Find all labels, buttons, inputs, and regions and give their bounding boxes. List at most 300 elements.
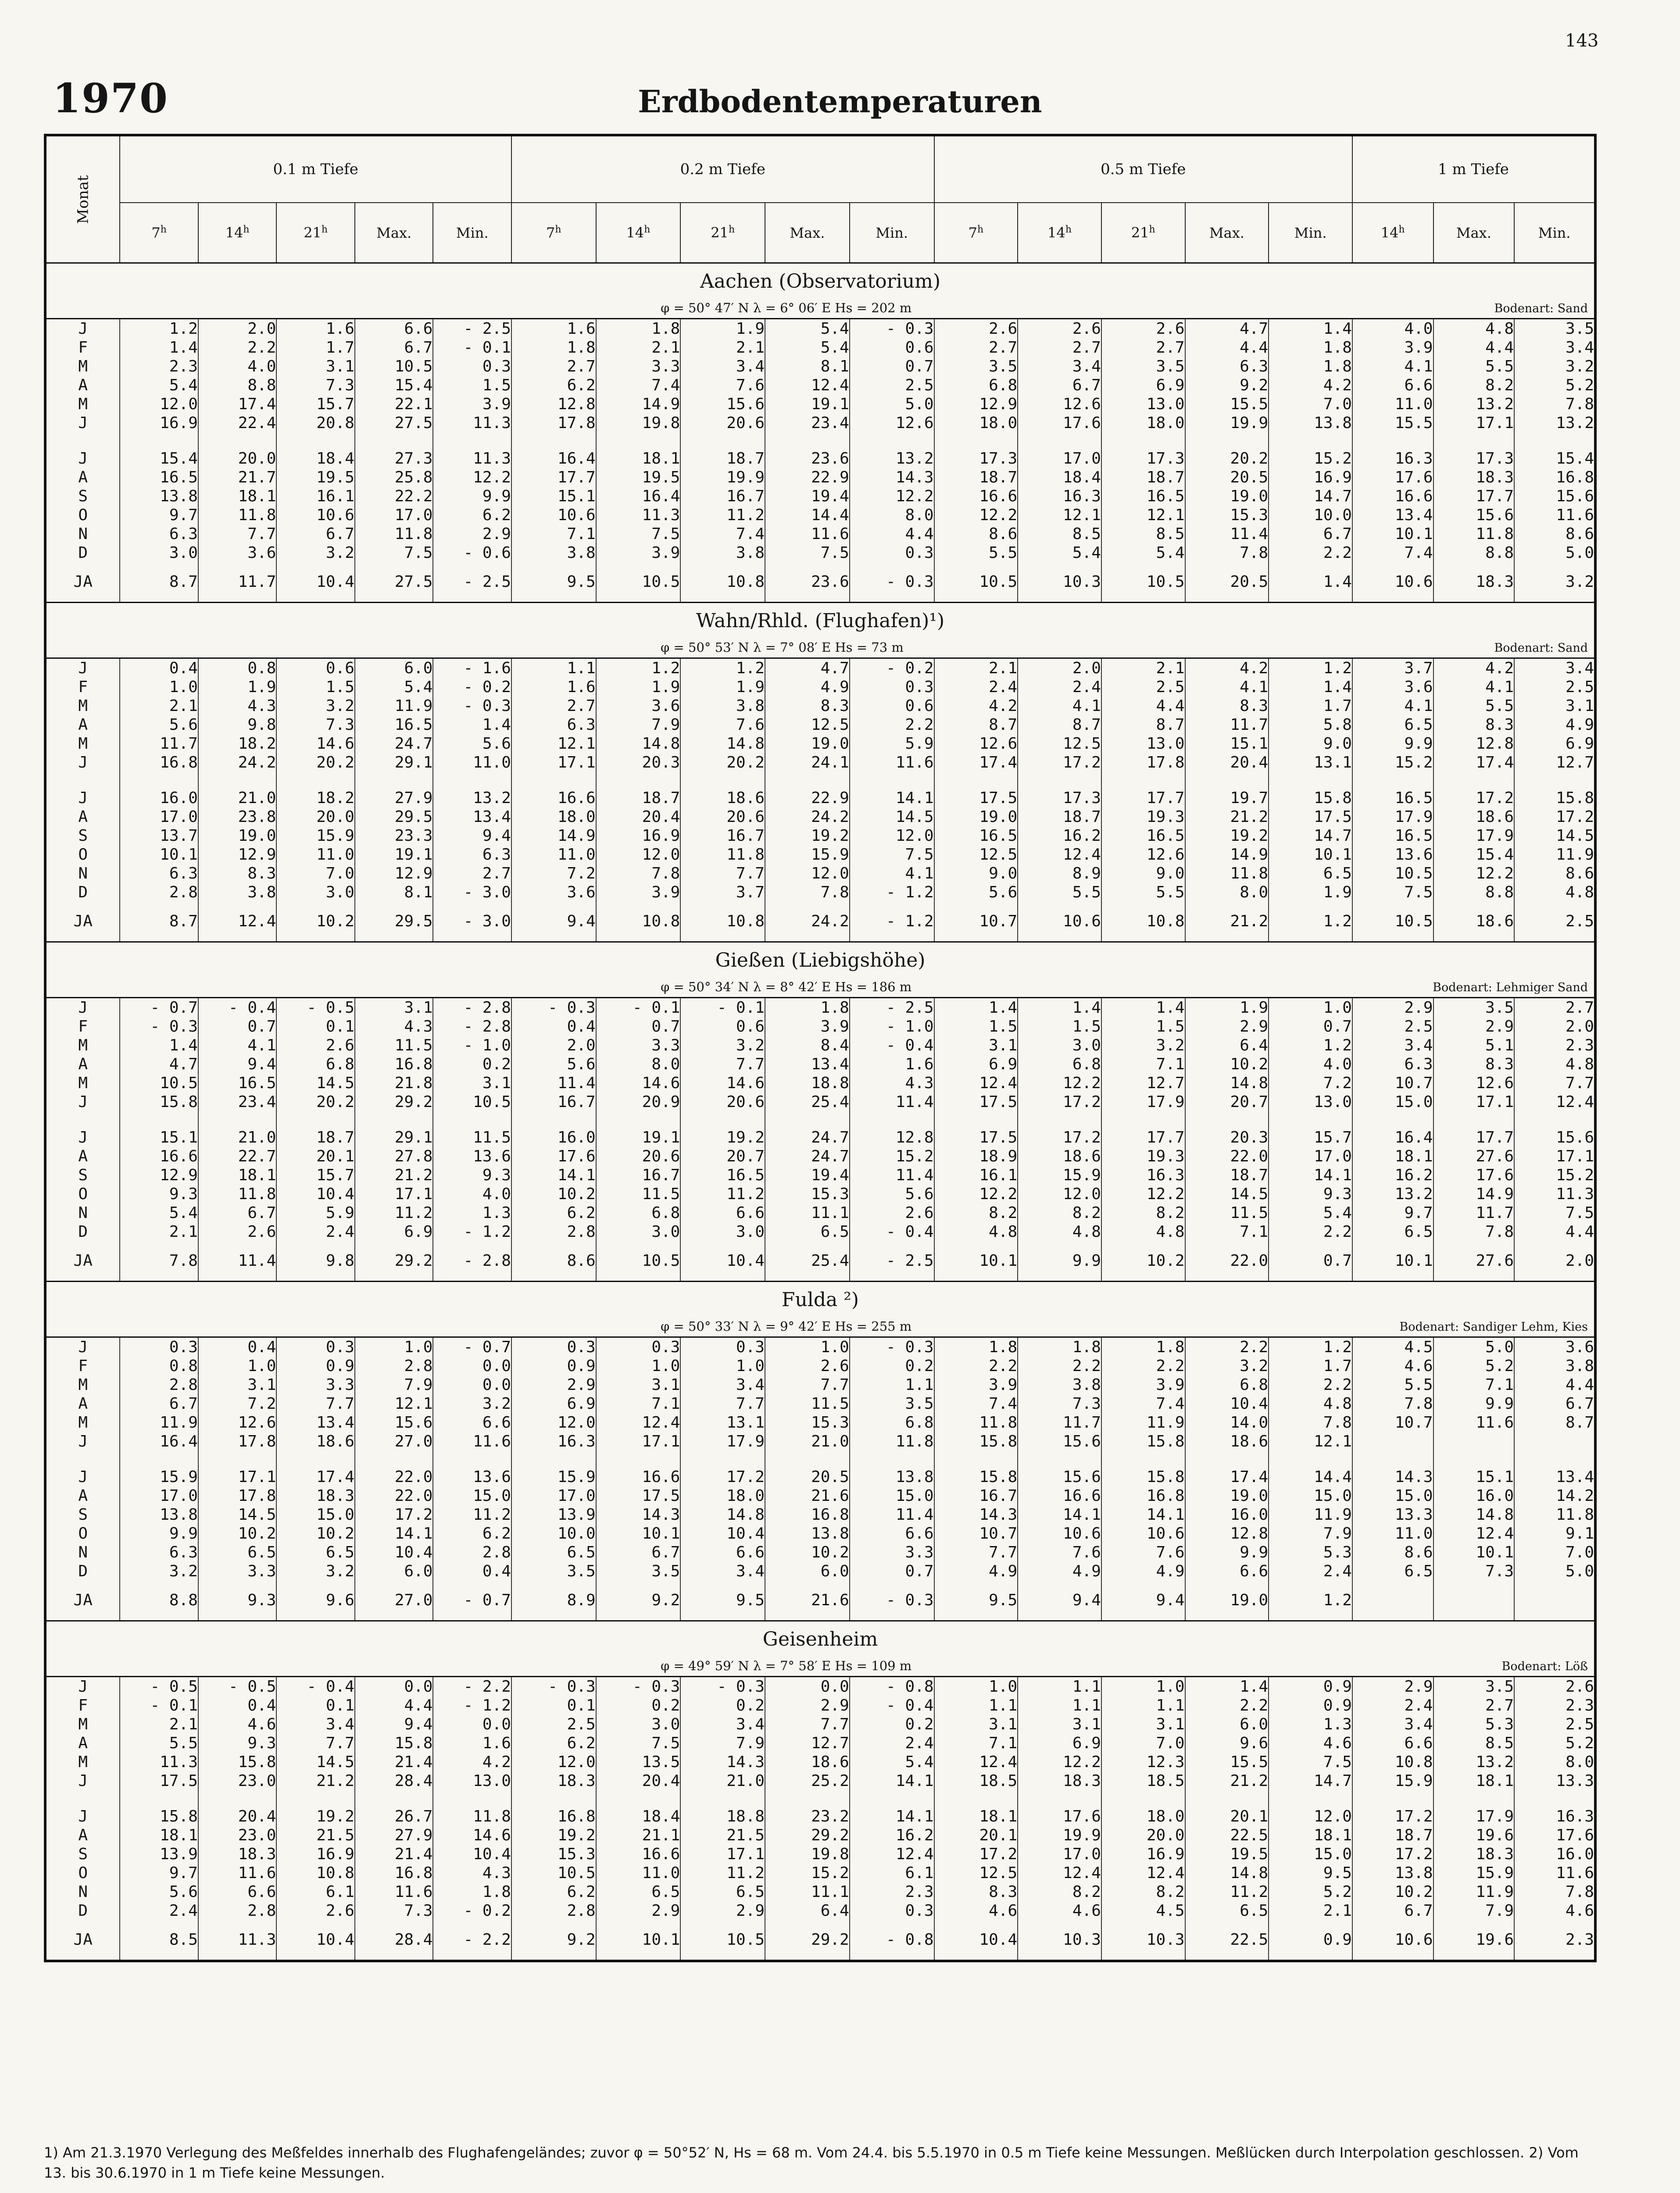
spacer-cell xyxy=(120,772,198,789)
annual-value: 28.4 xyxy=(355,1920,433,1961)
value-cell: - 0.3 xyxy=(120,1017,198,1036)
table-row xyxy=(45,1882,1595,1901)
table-row xyxy=(45,543,1595,562)
value-cell: 6.8 xyxy=(1018,1055,1101,1074)
value-cell: 14.4 xyxy=(765,506,850,525)
value-cell: 19.1 xyxy=(596,1128,681,1147)
value-cell: 7.5 xyxy=(1352,883,1433,902)
value-cell: 17.5 xyxy=(934,1093,1018,1111)
value-cell: 16.1 xyxy=(276,487,355,506)
annual-value: 29.5 xyxy=(355,902,433,942)
value-cell: - 0.4 xyxy=(850,1696,934,1715)
value-cell: 7.2 xyxy=(1269,1074,1352,1093)
value-cell: 7.5 xyxy=(850,845,934,864)
value-cell: 7.8 xyxy=(765,883,850,902)
month-cell: O xyxy=(45,1524,120,1543)
value-cell: 19.0 xyxy=(198,826,277,845)
spacer-cell xyxy=(680,772,765,789)
value-cell: 3.5 xyxy=(1101,357,1185,376)
value-cell: 15.6 xyxy=(1514,1128,1595,1147)
spacer-cell xyxy=(198,1111,277,1128)
value-cell: 8.7 xyxy=(934,715,1018,734)
value-cell: 25.2 xyxy=(765,1772,850,1790)
value-cell: 2.0 xyxy=(1514,1017,1595,1036)
value-cell: 3.8 xyxy=(1514,1357,1595,1375)
value-cell: 8.7 xyxy=(1018,715,1101,734)
value-cell: 19.0 xyxy=(934,807,1018,826)
value-cell: 4.7 xyxy=(1185,319,1269,339)
value-cell: 14.0 xyxy=(1185,1413,1269,1432)
value-cell: 22.7 xyxy=(198,1147,277,1166)
value-cell: 21.2 xyxy=(1185,807,1269,826)
value-cell: 7.5 xyxy=(596,525,681,543)
column-header: 21$^h$ xyxy=(1101,203,1185,263)
annual-value: 10.4 xyxy=(276,562,355,603)
table-row xyxy=(45,1677,1595,1697)
value-cell: 11.4 xyxy=(850,1505,934,1524)
spacer-cell xyxy=(1514,1790,1595,1807)
value-cell: 2.9 xyxy=(511,1375,596,1394)
annual-value xyxy=(1514,1581,1595,1621)
value-cell: 18.6 xyxy=(765,1753,850,1772)
value-cell: 3.5 xyxy=(850,1394,934,1413)
value-cell: 8.3 xyxy=(198,864,277,883)
value-cell: 9.2 xyxy=(1185,376,1269,395)
value-cell: 12.6 xyxy=(1018,395,1101,414)
value-cell: 21.0 xyxy=(680,1772,765,1790)
spacer-cell xyxy=(596,1111,681,1128)
value-cell: 27.9 xyxy=(355,789,433,807)
month-cell: J xyxy=(45,1337,120,1357)
month-cell: M xyxy=(45,1715,120,1734)
station-meta xyxy=(45,632,1595,658)
value-cell: 0.4 xyxy=(120,658,198,678)
value-cell: 3.3 xyxy=(596,357,681,376)
value-cell: 5.5 xyxy=(934,543,1018,562)
value-cell: 6.6 xyxy=(433,1413,511,1432)
table-body xyxy=(45,263,1595,1961)
annual-label: JA xyxy=(45,1920,120,1961)
spacer-cell xyxy=(934,1790,1018,1807)
value-cell: 19.9 xyxy=(1018,1826,1101,1845)
value-cell: 15.0 xyxy=(1269,1486,1352,1505)
value-cell: 4.8 xyxy=(1433,319,1515,339)
value-cell: 2.8 xyxy=(198,1901,277,1920)
value-cell: 12.0 xyxy=(1269,1807,1352,1826)
value-cell: - 0.1 xyxy=(596,998,681,1018)
table-row xyxy=(45,1468,1595,1486)
value-cell: 6.9 xyxy=(1101,376,1185,395)
value-cell: 29.1 xyxy=(355,753,433,772)
value-cell: 16.8 xyxy=(355,1864,433,1882)
value-cell: 2.6 xyxy=(934,319,1018,339)
value-cell: 16.0 xyxy=(120,789,198,807)
value-cell: 10.1 xyxy=(120,845,198,864)
spacer-row xyxy=(45,1111,1595,1128)
value-cell: 6.3 xyxy=(511,715,596,734)
value-cell: 16.3 xyxy=(1018,487,1101,506)
month-cell: F xyxy=(45,1696,120,1715)
value-cell: 3.8 xyxy=(511,543,596,562)
value-cell: 20.3 xyxy=(596,753,681,772)
value-cell: 11.8 xyxy=(1433,525,1515,543)
value-cell: 18.0 xyxy=(1101,414,1185,432)
value-cell: 16.3 xyxy=(1101,1166,1185,1185)
value-cell: 18.3 xyxy=(1433,468,1515,487)
spacer-row xyxy=(45,1790,1595,1807)
value-cell: 19.0 xyxy=(765,734,850,753)
value-cell: 4.6 xyxy=(1352,1357,1433,1375)
station-meta-row xyxy=(45,1311,1595,1337)
value-cell: 10.6 xyxy=(1018,1524,1101,1543)
value-cell: 15.9 xyxy=(1018,1166,1101,1185)
value-cell: 16.5 xyxy=(1101,826,1185,845)
value-cell: 16.4 xyxy=(120,1432,198,1451)
month-cell: F xyxy=(45,1357,120,1375)
value-cell: 18.9 xyxy=(934,1147,1018,1166)
value-cell: 16.6 xyxy=(1018,1486,1101,1505)
value-cell: 8.6 xyxy=(934,525,1018,543)
value-cell: 14.8 xyxy=(680,734,765,753)
table-row xyxy=(45,678,1595,696)
spacer-cell xyxy=(355,1790,433,1807)
spacer-cell xyxy=(355,1111,433,1128)
value-cell: 12.7 xyxy=(1514,753,1595,772)
value-cell: 12.1 xyxy=(511,734,596,753)
annual-value: - 2.2 xyxy=(433,1920,511,1961)
table-row xyxy=(45,789,1595,807)
annual-value: 11.4 xyxy=(198,1241,277,1282)
value-cell: 15.8 xyxy=(120,1807,198,1826)
value-cell: 20.6 xyxy=(596,1147,681,1166)
value-cell: 19.0 xyxy=(1185,487,1269,506)
value-cell: 11.7 xyxy=(1433,1204,1515,1222)
station-row xyxy=(45,1282,1595,1311)
annual-value: 10.6 xyxy=(1352,1920,1433,1961)
station-meta xyxy=(45,1311,1595,1337)
value-cell: 23.3 xyxy=(355,826,433,845)
value-cell: - 1.2 xyxy=(850,883,934,902)
value-cell: 10.2 xyxy=(1185,1055,1269,1074)
value-cell: 18.1 xyxy=(596,449,681,468)
value-cell: 18.7 xyxy=(1185,1166,1269,1185)
value-cell: 14.1 xyxy=(850,1772,934,1790)
column-header-row xyxy=(45,203,1595,263)
value-cell: 2.9 xyxy=(680,1901,765,1920)
value-cell: 17.7 xyxy=(1101,1128,1185,1147)
value-cell: 5.2 xyxy=(1514,376,1595,395)
table-row xyxy=(45,1734,1595,1753)
value-cell: 4.8 xyxy=(934,1222,1018,1241)
value-cell: 13.4 xyxy=(765,1055,850,1074)
column-header: 7$^h$ xyxy=(511,203,596,263)
value-cell: - 0.6 xyxy=(433,543,511,562)
value-cell: 9.0 xyxy=(934,864,1018,883)
value-cell: 4.7 xyxy=(120,1055,198,1074)
value-cell: 6.9 xyxy=(1018,1734,1101,1753)
spacer-cell xyxy=(276,1451,355,1468)
month-cell: A xyxy=(45,1486,120,1505)
value-cell: 19.5 xyxy=(596,468,681,487)
value-cell: 19.2 xyxy=(680,1128,765,1147)
value-cell: 27.5 xyxy=(355,414,433,432)
spacer-cell xyxy=(511,1790,596,1807)
value-cell: 14.3 xyxy=(850,468,934,487)
value-cell: 12.0 xyxy=(850,826,934,845)
value-cell: 3.5 xyxy=(1433,1677,1515,1697)
month-cell: S xyxy=(45,826,120,845)
value-cell: 3.9 xyxy=(1352,338,1433,357)
footnote: 1) Am 21.3.1970 Verlegung des Meßfeldes innerhalb des Flughafengeländes; zuvor φ = 50°52′ N, Hs = 68 m. Vom 24.4. bis 5.5.1970 in 0.5 m Tiefe keine Messungen. Meßlücken durch Interpolation geschlossen. 2) Vom 13. bis 30.6.1970 in 1 m Tiefe keine Messungen. xyxy=(44,2144,1579,2181)
value-cell: 9.7 xyxy=(120,1864,198,1882)
value-cell: 6.8 xyxy=(850,1413,934,1432)
value-cell: 16.1 xyxy=(934,1166,1018,1185)
value-cell: 9.0 xyxy=(1269,734,1352,753)
value-cell: 16.7 xyxy=(511,1093,596,1111)
table-row xyxy=(45,998,1595,1018)
spacer-cell xyxy=(1101,1790,1185,1807)
value-cell: 20.6 xyxy=(680,414,765,432)
value-cell: 17.2 xyxy=(1018,1128,1101,1147)
value-cell: 5.4 xyxy=(120,1204,198,1222)
value-cell: 7.5 xyxy=(596,1734,681,1753)
value-cell: 2.7 xyxy=(511,357,596,376)
spacer-cell xyxy=(1352,772,1433,789)
value-cell: 24.7 xyxy=(765,1147,850,1166)
value-cell: 11.1 xyxy=(765,1882,850,1901)
value-cell: 15.2 xyxy=(1352,753,1433,772)
annual-label: JA xyxy=(45,562,120,603)
value-cell: 11.9 xyxy=(355,696,433,715)
value-cell: 15.3 xyxy=(1185,506,1269,525)
value-cell: 12.1 xyxy=(1101,506,1185,525)
value-cell: 19.8 xyxy=(596,414,681,432)
value-cell: 12.4 xyxy=(934,1753,1018,1772)
value-cell: 8.4 xyxy=(765,1036,850,1055)
value-cell: 7.8 xyxy=(596,864,681,883)
value-cell: 7.5 xyxy=(1269,1753,1352,1772)
annual-value: 10.3 xyxy=(1018,562,1101,603)
value-cell: 19.1 xyxy=(765,395,850,414)
value-cell: 13.9 xyxy=(511,1505,596,1524)
annual-value: - 2.5 xyxy=(433,562,511,603)
value-cell: 12.9 xyxy=(934,395,1018,414)
table-row xyxy=(45,1147,1595,1166)
value-cell: - 1.2 xyxy=(433,1696,511,1715)
value-cell: 21.8 xyxy=(355,1074,433,1093)
value-cell: 9.8 xyxy=(198,715,277,734)
value-cell: 6.8 xyxy=(276,1055,355,1074)
annual-value: 10.7 xyxy=(934,902,1018,942)
value-cell: 1.8 xyxy=(765,998,850,1018)
value-cell: 6.9 xyxy=(1514,734,1595,753)
value-cell: 15.0 xyxy=(276,1505,355,1524)
value-cell: 12.6 xyxy=(1101,845,1185,864)
value-cell: 11.8 xyxy=(198,506,277,525)
value-cell: 1.8 xyxy=(511,338,596,357)
spacer-cell xyxy=(596,772,681,789)
month-cell: J xyxy=(45,998,120,1018)
value-cell: 17.9 xyxy=(1433,1807,1515,1826)
value-cell: 18.2 xyxy=(198,734,277,753)
spacer-cell xyxy=(433,1111,511,1128)
value-cell: - 0.2 xyxy=(433,678,511,696)
spacer-cell xyxy=(850,1451,934,1468)
value-cell: 3.9 xyxy=(765,1017,850,1036)
month-cell: J xyxy=(45,1093,120,1111)
value-cell: - 1.2 xyxy=(433,1222,511,1241)
table-row xyxy=(45,826,1595,845)
value-cell: 11.0 xyxy=(1352,1524,1433,1543)
value-cell: 6.5 xyxy=(765,1222,850,1241)
value-cell: 7.3 xyxy=(355,1901,433,1920)
value-cell: 15.5 xyxy=(1185,1753,1269,1772)
table-row xyxy=(45,487,1595,506)
value-cell: 17.2 xyxy=(1018,753,1101,772)
value-cell: 16.5 xyxy=(1101,487,1185,506)
value-cell: 3.0 xyxy=(120,543,198,562)
value-cell: 2.6 xyxy=(276,1901,355,1920)
value-cell: 9.6 xyxy=(1185,1734,1269,1753)
value-cell: 11.7 xyxy=(1018,1413,1101,1432)
value-cell: 12.1 xyxy=(1269,1432,1352,1451)
station-name: Geisenheim xyxy=(45,1621,1595,1651)
column-header: Min. xyxy=(1269,203,1352,263)
annual-value: 9.4 xyxy=(1101,1581,1185,1621)
value-cell: 11.3 xyxy=(433,449,511,468)
value-cell: 3.1 xyxy=(433,1074,511,1093)
value-cell: 16.4 xyxy=(596,487,681,506)
value-cell: 20.4 xyxy=(1185,753,1269,772)
value-cell: 6.5 xyxy=(1352,715,1433,734)
spacer-cell xyxy=(45,432,120,449)
station-row xyxy=(45,1621,1595,1651)
value-cell: 3.2 xyxy=(276,1562,355,1581)
value-cell: 3.3 xyxy=(596,1036,681,1055)
value-cell: 2.8 xyxy=(511,1901,596,1920)
value-cell: 2.7 xyxy=(1018,338,1101,357)
value-cell: 13.8 xyxy=(765,1524,850,1543)
spacer-cell xyxy=(1433,1790,1515,1807)
annual-value: 10.4 xyxy=(680,1241,765,1282)
value-cell: 18.6 xyxy=(1433,807,1515,826)
value-cell: 6.6 xyxy=(850,1524,934,1543)
annual-value: 1.2 xyxy=(1269,902,1352,942)
value-cell: 10.1 xyxy=(596,1524,681,1543)
annual-value: 9.2 xyxy=(596,1581,681,1621)
value-cell: 10.5 xyxy=(120,1074,198,1093)
value-cell: 0.1 xyxy=(276,1017,355,1036)
value-cell: 2.7 xyxy=(1433,1696,1515,1715)
value-cell: 14.7 xyxy=(1269,1772,1352,1790)
value-cell: 7.7 xyxy=(680,1055,765,1074)
value-cell: 15.1 xyxy=(1185,734,1269,753)
value-cell: 17.8 xyxy=(511,414,596,432)
value-cell: 7.0 xyxy=(1269,395,1352,414)
value-cell: 12.4 xyxy=(1018,1864,1101,1882)
value-cell: 15.8 xyxy=(1514,789,1595,807)
value-cell: 12.0 xyxy=(765,864,850,883)
value-cell: 2.3 xyxy=(1514,1036,1595,1055)
value-cell: 4.8 xyxy=(1018,1222,1101,1241)
value-cell: 13.0 xyxy=(433,1772,511,1790)
value-cell: 27.3 xyxy=(355,449,433,468)
value-cell: 10.0 xyxy=(1269,506,1352,525)
value-cell: 1.8 xyxy=(596,319,681,339)
value-cell: 16.9 xyxy=(120,414,198,432)
value-cell: 11.3 xyxy=(120,1753,198,1772)
value-cell xyxy=(1514,1432,1595,1451)
value-cell: 3.4 xyxy=(680,1562,765,1581)
spacer-cell xyxy=(1352,432,1433,449)
value-cell: 5.2 xyxy=(1433,1357,1515,1375)
value-cell: 5.2 xyxy=(1514,1734,1595,1753)
value-cell: 10.7 xyxy=(1352,1413,1433,1432)
table-row xyxy=(45,1543,1595,1562)
annual-value: 10.4 xyxy=(934,1920,1018,1961)
value-cell: 2.2 xyxy=(198,338,277,357)
station-meta xyxy=(45,1650,1595,1677)
annual-value: 9.5 xyxy=(680,1581,765,1621)
value-cell: 11.4 xyxy=(850,1166,934,1185)
table-row xyxy=(45,1166,1595,1185)
value-cell: 8.0 xyxy=(1185,883,1269,902)
value-cell: 18.0 xyxy=(511,807,596,826)
value-cell: 15.2 xyxy=(850,1147,934,1166)
value-cell: 6.9 xyxy=(511,1394,596,1413)
value-cell: 6.4 xyxy=(1185,1036,1269,1055)
value-cell: 17.2 xyxy=(1514,807,1595,826)
value-cell: 12.9 xyxy=(198,845,277,864)
spacer-cell xyxy=(934,772,1018,789)
value-cell: 2.6 xyxy=(276,1036,355,1055)
value-cell: 2.8 xyxy=(511,1222,596,1241)
value-cell: 7.0 xyxy=(1101,1734,1185,1753)
value-cell: 7.4 xyxy=(1352,543,1433,562)
value-cell: 2.7 xyxy=(1514,998,1595,1018)
value-cell: 6.3 xyxy=(433,845,511,864)
value-cell: 18.7 xyxy=(680,449,765,468)
month-header-label: Monat xyxy=(74,175,92,224)
annual-value: 20.5 xyxy=(1185,562,1269,603)
value-cell: 12.2 xyxy=(433,468,511,487)
value-cell: 1.9 xyxy=(1269,883,1352,902)
value-cell: 12.9 xyxy=(355,864,433,883)
value-cell: 17.4 xyxy=(1185,1468,1269,1486)
table-row xyxy=(45,1432,1595,1451)
value-cell: 2.2 xyxy=(934,1357,1018,1375)
value-cell: 15.6 xyxy=(355,1413,433,1432)
value-cell: 7.8 xyxy=(1352,1394,1433,1413)
value-cell: 15.2 xyxy=(1269,449,1352,468)
table-row xyxy=(45,1826,1595,1845)
annual-value: 18.3 xyxy=(1433,562,1515,603)
value-cell: 0.7 xyxy=(1269,1017,1352,1036)
value-cell: 18.1 xyxy=(120,1826,198,1845)
value-cell: 0.9 xyxy=(1269,1696,1352,1715)
month-cell: A xyxy=(45,1826,120,1845)
value-cell: 4.4 xyxy=(1514,1222,1595,1241)
value-cell: 2.9 xyxy=(765,1696,850,1715)
value-cell: 0.3 xyxy=(433,357,511,376)
value-cell: 21.0 xyxy=(765,1432,850,1451)
month-cell: O xyxy=(45,1185,120,1204)
spacer-cell xyxy=(1185,432,1269,449)
value-cell: 5.0 xyxy=(1514,543,1595,562)
value-cell: 3.8 xyxy=(680,543,765,562)
value-cell: 17.6 xyxy=(1514,1826,1595,1845)
value-cell: 7.3 xyxy=(276,376,355,395)
